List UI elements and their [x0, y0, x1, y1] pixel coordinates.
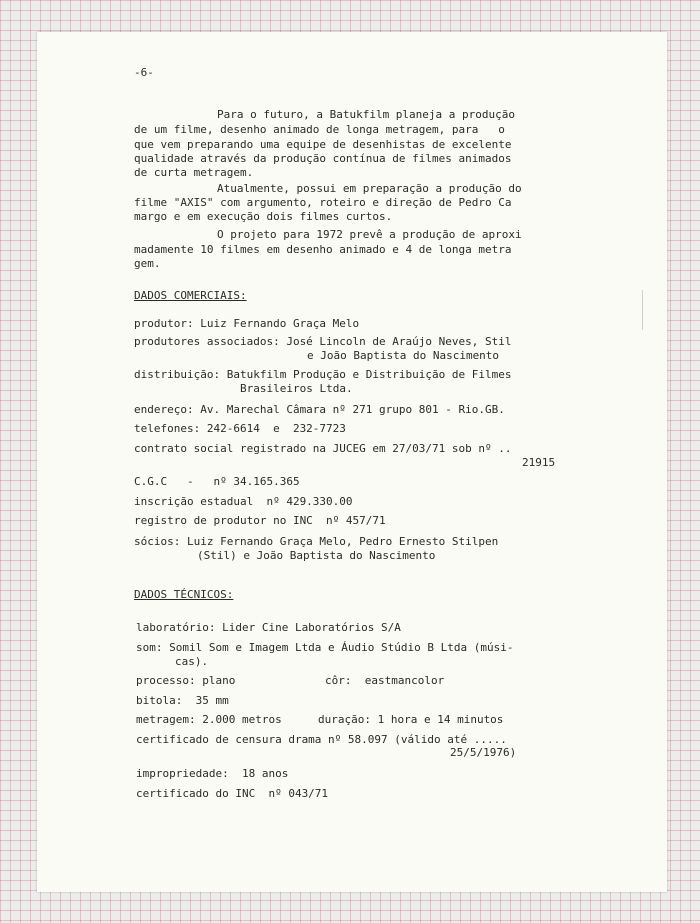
commercial-data-heading: DADOS COMERCIAIS:	[134, 289, 247, 302]
footage-line: metragem: 2.000 metros	[136, 713, 282, 726]
sound-line-2: cas).	[175, 655, 209, 668]
cgc-line: C.G.C - nº 34.165.365	[134, 475, 300, 488]
producer-line: produtor: Luiz Fernando Graça Melo	[134, 317, 360, 330]
paragraph-project-line-3: gem.	[134, 257, 161, 270]
paragraph-axis-line-2: filme "AXIS" com argumento, roteiro e direção de Pedro Ca	[134, 196, 512, 209]
distribution-line-2: Brasileiros Ltda.	[240, 382, 353, 395]
censorship-certificate-line-2: 25/5/1976)	[450, 746, 517, 759]
inc-certificate-line: certificado do INC nº 043/71	[136, 787, 329, 800]
paragraph-future-line-1: Para o futuro, a Batukfilm planeja a produção	[217, 108, 516, 121]
laboratory-line: laboratório: Lider Cine Laboratórios S/A	[136, 621, 401, 634]
address-line: endereço: Av. Marechal Câmara nº 271 grupo 801 - Rio.GB.	[134, 403, 505, 416]
process-line: processo: plano	[136, 674, 236, 687]
contract-line-2: 21915	[522, 456, 556, 469]
producer-registration-line: registro de produtor no INC nº 457/71	[134, 514, 386, 527]
margin-mark	[642, 290, 643, 330]
color-line: côr: eastmancolor	[325, 674, 445, 687]
paragraph-axis-line-1: Atualmente, possui em preparação a produção do	[217, 182, 522, 195]
paragraph-future-line-5: de curta metragem.	[134, 166, 254, 179]
page-number: -6-	[134, 66, 154, 79]
sound-line-1: som: Somil Som e Imagem Ltda e Áudio Stúdio B Ltda (músi-	[136, 641, 514, 654]
gauge-line: bitola: 35 mm	[136, 694, 229, 707]
paragraph-future-line-4: qualidade através da produção contínua de filmes animados	[134, 152, 512, 165]
age-rating-line: impropriedade: 18 anos	[136, 767, 289, 780]
contract-line-1: contrato social registrado na JUCEG em 27/03/71 sob nº ..	[134, 442, 512, 455]
partners-line-1: sócios: Luiz Fernando Graça Melo, Pedro Ernesto Stilpen	[134, 535, 499, 548]
document-page	[37, 32, 667, 892]
duration-line: duração: 1 hora e 14 minutos	[318, 713, 504, 726]
associate-producers-line-1: produtores associados: José Lincoln de Araújo Neves, Stil	[134, 335, 512, 348]
paragraph-project-line-1: O projeto para 1972 prevê a produção de aproxi	[217, 228, 522, 241]
partners-line-2: (Stil) e João Baptista do Nascimento	[197, 549, 436, 562]
censorship-certificate-line-1: certificado de censura drama nº 58.097 (válido até .....	[136, 733, 507, 746]
phones-line: telefones: 242-6614 e 232-7723	[134, 422, 346, 435]
document-body	[37, 32, 667, 892]
paragraph-future-line-3: que vem preparando uma equipe de desenhistas de excelente	[134, 138, 512, 151]
associate-producers-line-2: e João Baptista do Nascimento	[307, 349, 500, 362]
state-registration-line: inscrição estadual nº 429.330.00	[134, 495, 353, 508]
paragraph-project-line-2: madamente 10 filmes em desenho animado e 4 de longa metra	[134, 243, 512, 256]
distribution-line-1: distribuição: Batukfilm Produção e Distribuição de Filmes	[134, 368, 512, 381]
paragraph-future-line-2: de um filme, desenho animado de longa metragem, para o	[134, 123, 505, 136]
technical-data-heading: DADOS TÉCNICOS:	[134, 588, 234, 601]
paragraph-axis-line-3: margo e em execução dois filmes curtos.	[134, 210, 393, 223]
